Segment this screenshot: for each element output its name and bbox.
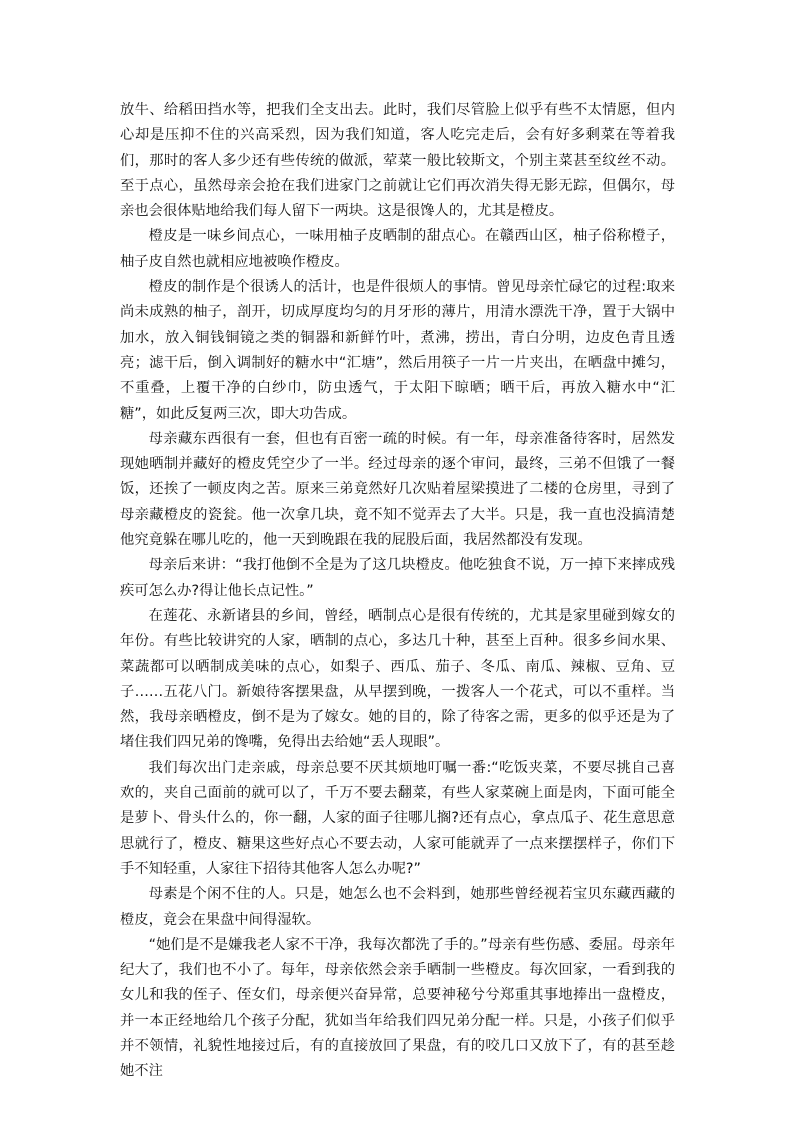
paragraph-8: 母素是个闲不住的人。只是，她怎么也不会料到，她那些曾经视若宝贝东藏西藏的橙皮，竟会在果盘中间得湿软。 — [120, 886, 675, 928]
paragraph-6: 在莲花、永新诸县的乡间，曾经，晒制点心是很有传统的，尤其是家里碰到嫁女的年份。有些比较讲究的人家，晒制的点心，多达几十种，甚至上百种。很多乡间水果、菜蔬都可以晒制成美味的点心，如梨子、西瓜、茄子、冬瓜、南瓜、辣椒、豆角、豆子……五花八门。新娘待客摆果盘，从早摆到晚，一拨客人一个花式，可以不重样。当然，我母亲晒橙皮，倒不是为了嫁女。她的目的，除了待客之需，更多的似乎还是为了堵住我们四兄弟的馋嘴，免得出去给她“丢人现眼”。 — [120, 607, 675, 751]
paragraph-9: “她们是不是嫌我老人家不干净，我每次都洗了手的。”母亲有些伤感、委屈。母亲年纪大了，我们也不小了。每年，母亲依然会亲手晒制一些橙皮。每次回家，一看到我的女儿和我的侄子、侄女们，母亲便兴奋异常，总要神秘兮兮郑重其事地捧出一盘橙皮，并一本正经地给几个孩子分配，犹如当年给我们四兄弟分配一样。只是，小孩子们似乎并不领情，礼貌性地接过后，有的直接放回了果盘，有的咬几口又放下了，有的甚至趁她不注 — [120, 936, 675, 1080]
document-page — [120, 98, 675, 1085]
paragraph-3: 橙皮的制作是个很诱人的活计，也是件很烦人的事情。曾见母亲忙碌它的过程:取来尚未成熟的柚子，剖开，切成厚度均匀的月牙形的薄片，用清水漂洗干净，置于大锅中加水，放入铜钱铜镜之类的铜器和新鲜竹叶，煮沸，捞出，青白分明，边皮色青且透亮；滤干后，倒入调制好的糖水中“汇塘”，然后用筷子一片一片夹出，在晒盘中摊匀，不重叠，上覆干净的白纱巾，防虫透气，于太阳下晾晒；晒干后，再放入糖水中“汇糖”，如此反复两三次，即大功告成。 — [120, 279, 675, 422]
paragraph-7: 我们每次出门走亲戚，母亲总要不厌其烦地叮嘱一番:“吃饭夹菜，不要尽挑自己喜欢的，夹自己面前的就可以了，千万不要去翻菜，有些人家菜碗上面是肉，下面可能全是萝卜、骨头什么的，你一翻，人家的面子往哪儿搁?还有点心，拿点瓜子、花生意思意思就行了，橙皮、糖果这些好点心不要去动，人家可能就弄了一点来摆摆样子，你们下手不知轻重，人家往下招待其他客人怎么办呢?” — [120, 759, 675, 877]
paragraph-2: 橙皮是一味乡间点心，一味用柚子皮晒制的甜点心。在赣西山区，柚子俗称橙子，柚子皮自然也就相应地被唤作橙皮。 — [120, 228, 675, 270]
paragraph-4: 母亲藏东西很有一套，但也有百密一疏的时候。有一年，母亲准备待客时，居然发现她晒制并藏好的橙皮凭空少了一半。经过母亲的逐个审问，最终，三弟不但饿了一餐饭，还挨了一顿皮肉之苦。原来三弟竟然好几次贴着屋梁摸进了二楼的仓房里，寻到了母亲藏橙皮的瓷瓮。他一次拿几块，竟不知不觉弄去了大半。只是，我一直也没搞清楚他究竟躲在哪儿吃的，他一天到晚跟在我的屁股后面，我居然都没有发现。 — [120, 430, 675, 549]
paragraph-1: 放牛、给稻田挡水等，把我们全支出去。此时，我们尽管脸上似乎有些不太情愿，但内心却是压抑不住的兴高采烈，因为我们知道，客人吃完走后，会有好多剩菜在等着我们，那时的客人多少还有些传统的做派，荤菜一般比较斯文，个别主菜甚至纹丝不动。至于点心，虽然母亲会抢在我们进家门之前就让它们再次消失得无影无踪，但偶尔，母亲也会很体贴地给我们每人留下一两块。这是很馋人的，尤其是橙皮。 — [120, 102, 675, 220]
paragraph-5: 母亲后来讲：“我打他倒不全是为了这几块橙皮。他吃独食不说，万一掉下来摔成残疾可怎么办?得让他长点记性。” — [120, 557, 675, 599]
